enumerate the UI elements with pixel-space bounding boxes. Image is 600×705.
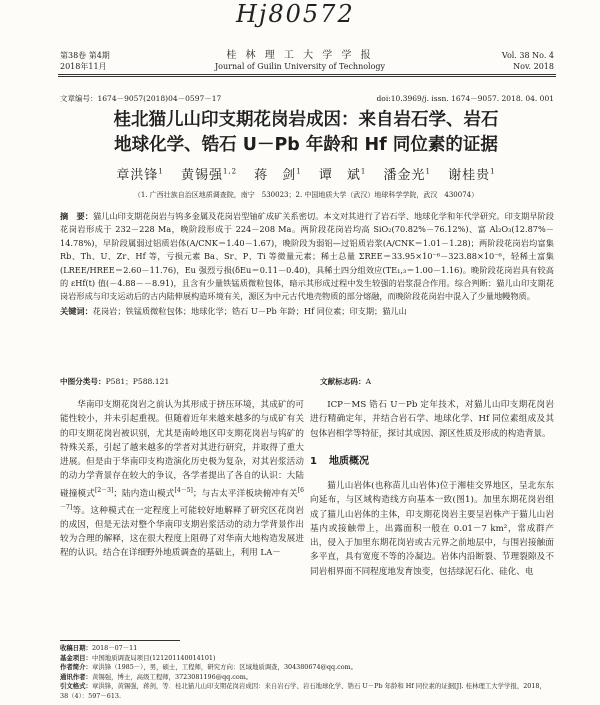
body-column-left [60, 398, 304, 560]
author: 谢桂贵$^1$ [448, 167, 496, 183]
abstract [60, 210, 554, 318]
journal-title-cn: 桂 林 理 工 大 学 学 报 [226, 50, 374, 61]
abstract-label: 摘 要： [60, 211, 93, 221]
title-line-2: 地球化学、锆石 U－Pb 年龄和 Hf 同位素的证据 [114, 135, 498, 155]
doc-code: 文献标志码：A [320, 377, 372, 386]
header-rule-thin [58, 76, 556, 77]
abstract-body [60, 210, 554, 304]
author: 潘金光$^1$ [383, 167, 432, 183]
footnote-corresponding: 通讯作者：黄锡强，博士，高级工程师，3723081196@qq.com。 [60, 672, 253, 681]
title-line-1: 桂北猫儿山印支期花岗岩成因：来自岩石学、岩石 [113, 110, 499, 130]
abstract-text: 猫儿山印支期花岗岩与钨多金属及花岗岩型铀矿成矿关系密切。本文对其进行了岩石学、地球化学和年代学研究。印支期早阶段花岗岩形成于 232－228 Ma，晚阶段形成于 224－208 Ma。两阶段花岗岩均高 SiO₂(70.82%－76.12%)、富 Al₂O₃(12.87%－14.78%)，早阶段属弱过铝质岩体(A/CNK＝1.40－1.67)，晚阶段为弱铝—过铝质岩浆(A/CNK＝1.01－1.28)；两阶段花岗岩均富集 Rb、Th、U、Zr、Hf 等，亏损元素 Ba、Sr、P、Ti 等微量元素；稀土总量 ΣREE＝33.95×10⁻⁶－323.88×10⁻⁶，轻稀土富集(LREE/HREE＝2.60－11.76)，Eu 强烈亏损(δEu＝0.11－0.40)，具稀土四分组效应(TE₁,₃＝1.00－1.16)。晚阶段花岗岩具有较高的 εHf(t) 值(－4.88－－8.91)，且含有少量铁锰质微粒包体，暗示其形成过程中发生较强的岩浆混合作用。综合判断：猫儿山印支期花岗岩形成与印支运动后的古内陆伸展构造环境有关，源区为中元古代地壳物质的部分熔融，而晚阶段花岗岩中混入了少量地幔物质。 [60, 211, 554, 302]
paper-title [58, 108, 554, 158]
journal-title-en: Journal of Guilin University of Technology [214, 62, 386, 71]
footnote-rule [60, 640, 180, 641]
date-en: Nov. 2018 [513, 62, 554, 71]
footnote-author: 作者简介：章洪锋（1985－），男，硕士，工程师，研究方向：区域地质调查，304380674@qq.com。 [60, 663, 358, 672]
doi: doi:10.3969/j. issn. 1674－9057. 2018. 04. 001 [376, 94, 554, 103]
keywords [60, 305, 554, 318]
affiliations: （1. 广西壮族自治区地质调查院，南宁 530023；2. 中国地质大学（武汉）地球科学学院，武汉 430074） [133, 191, 479, 199]
author: 蒋 剑$^1$ [254, 167, 302, 183]
volume-en: Vol. 38 No. 4 [501, 51, 554, 60]
header-rule [58, 74, 556, 75]
footnote-received: 收稿日期：2018－07－11 [60, 644, 138, 652]
paragraph: 猫儿山岩体(也称苗儿山岩体)位于湘桂交界地区，呈北东东向延布，与区域构造线方向基本一致(图1)。加里东期花岗岩组成了猫儿山岩体的主体，印支期花岗岩主要呈岩株产于猫儿山岩基内或接触带上，出露面积一般在 0.01－7 km²，常成群产出，侵入于加里东期花岗岩或古元界之前地层中，与围岩接触面多平直，具有宽度不等的冷凝边。岩体内沿断裂、节理裂隙及不同岩相界面不同程度地发育蚀变，包括绿泥石化、硅化、电 [310, 481, 554, 577]
paragraph: 华南印支期花岗岩之前认为其形成于挤压环境，其成矿的可能性较小，并未引起重视。但随着近年来越来越多的与成矿有关的印支期花岗岩被识别，尤其是南岭地区印支期花岗岩与钨矿的特殊关系，引起了越来越多的学者对其进行研究，并取得了重大进展。但是由于华南印支构造演化历史极为复杂，对其岩浆活动的动力学背景存在较大的争议，各学者提出了各自的认识：大陆碰撞模式[2－3]；陆内造山模式[4－5]；与古太平洋板块俯冲有关[6－7]等。这种模式在一定程度上可能较好地解释了研究区花岗岩的成因，但是无法对整个华南印支期岩浆活动的动力学背景作出较为合理的解释，这在很大程度上阻碍了对华南大地构造发展进程的认识。结合在详细野外地质调查的基础上，利用 LA－ [60, 400, 304, 559]
author: 章洪锋$^1$ [116, 167, 164, 183]
section-heading: 1 地质概况 [310, 455, 369, 467]
volume-cn: 第38卷 第4期 [60, 51, 110, 60]
keywords-label: 关键词： [60, 305, 93, 316]
footnote-fund: 基金项目：中国地质调查局项目(121201140014101) [60, 653, 216, 662]
author: 谭 斌$^1$ [318, 167, 367, 183]
handwritten-note: Hj80572 [236, 0, 355, 28]
article-number: 文章编号：1674－9057(2018)04－0597－17 [60, 94, 222, 103]
paragraph: ICP－MS 锆石 U－Pb 定年技术，对猫儿山印支期花岗岩进行精确定年，并结合岩石学、地球化学、Hf 同位素组成及其包体岩相学等特征，探讨其成因、源区性质及形成的构造背景。 [310, 400, 554, 439]
keywords-text: 花岗岩；铁锰质微粒包体；地球化学；锆石 U－Pb 年龄；Hf 同位素；印支期；猫儿山 [92, 305, 407, 316]
header-volume-en [502, 50, 554, 72]
footnote-citation: 引文格式：章洪锋，黄锡强，蒋剑，等．桂北猫儿山印支期花岗岩成因：来自岩石学、岩石地球化学、锆石 U－Pb 年龄和 Hf 同位素的证据[J]. 桂林理工大学学报，2018，38（4）：597－613. [60, 682, 546, 700]
author: 黄锡强$^{1,2}$ [180, 167, 238, 183]
author-list [58, 164, 554, 183]
clc-code: 中图分类号：P581；P588.121 [60, 377, 170, 386]
date-cn: 2018年11月 [60, 62, 107, 71]
body-column-right [310, 398, 554, 579]
footnotes [60, 644, 554, 702]
